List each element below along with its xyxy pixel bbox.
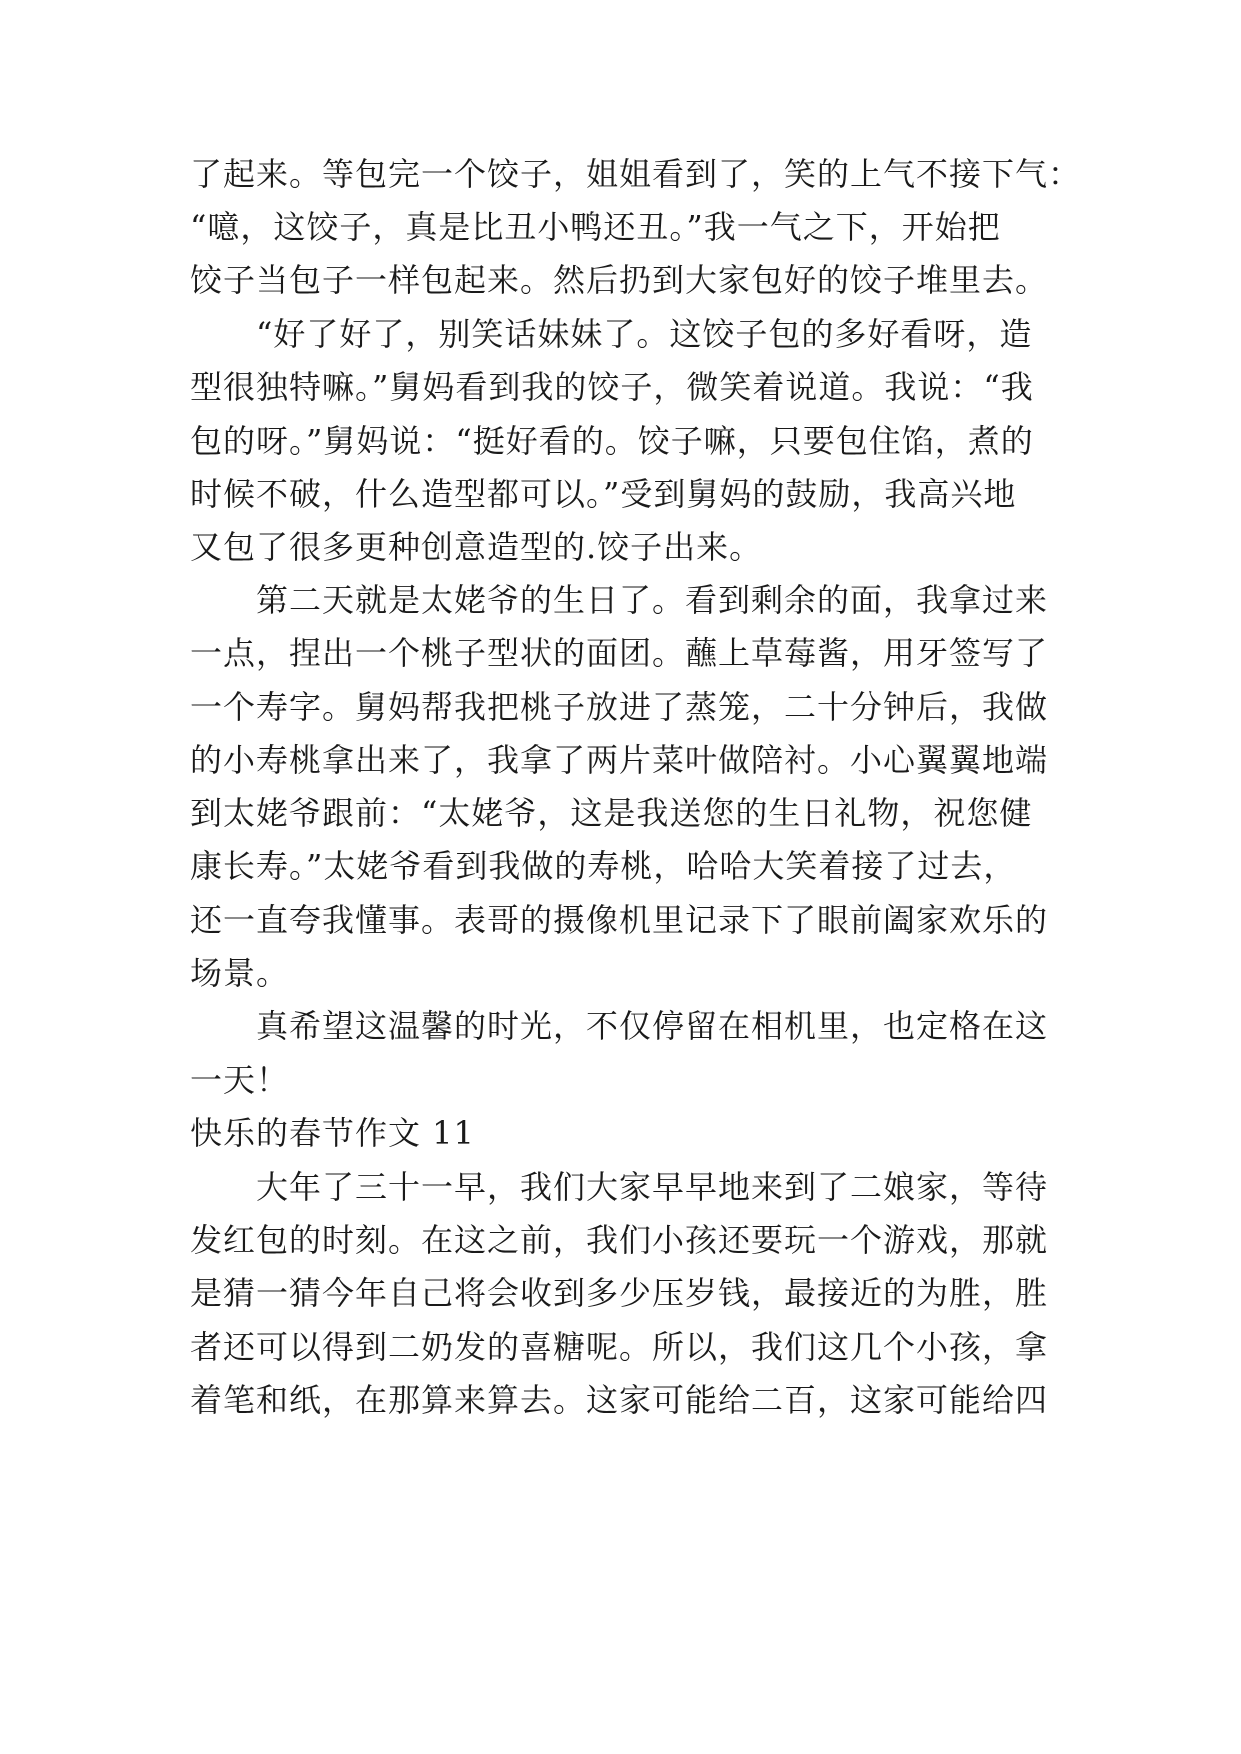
- text-line: 还一直夸我懂事。表哥的摄像机里记录下了眼前阖家欢乐的: [190, 901, 1049, 939]
- text-line: 的小寿桃拿出来了，我拿了两片菜叶做陪衬。小心翼翼地端: [190, 741, 1049, 779]
- paragraph-start-line: 真希望这温馨的时光，不仅停留在相机里，也定格在这: [256, 1007, 1049, 1045]
- text-line: 了起来。等包完一个饺子，姐姐看到了，笑的上气不接下气：: [190, 155, 1082, 193]
- text-line: 一个寿字。舅妈帮我把桃子放进了蒸笼，二十分钟后，我做: [190, 688, 1049, 726]
- text-line: 又包了很多更种创意造型的.饺子出来。: [190, 528, 763, 566]
- paragraph-start-line: “好了好了，别笑话妹妹了。这饺子包的多好看呀，造: [256, 315, 1033, 353]
- text-line: 康长寿。”太姥爷看到我做的寿桃，哈哈大笑着接了过去，: [190, 847, 1017, 885]
- text-line: 场景。: [190, 954, 290, 992]
- text-line: “噫，这饺子，真是比丑小鸭还丑。”我一气之下，开始把: [190, 208, 1001, 246]
- text-line: 型很独特嘛。”舅妈看到我的饺子，微笑着说道。我说：“我: [190, 368, 1034, 406]
- paragraph-start-line: 第二天就是太姥爷的生日了。看到剩余的面，我拿过来: [256, 581, 1049, 619]
- text-line: 时候不破，什么造型都可以。”受到舅妈的鼓励，我高兴地: [190, 475, 1017, 513]
- text-line: 一点，捏出一个桃子型状的面团。蘸上草莓酱，用牙签写了: [190, 634, 1049, 672]
- text-line: 者还可以得到二奶发的喜糖呢。所以，我们这几个小孩，拿: [190, 1328, 1049, 1366]
- text-line: 包的呀。”舅妈说：“挺好看的。饺子嘛，只要包住馅，煮的: [190, 422, 1034, 460]
- text-line: 到太姥爷跟前：“太姥爷，这是我送您的生日礼物，祝您健: [190, 794, 1033, 832]
- text-line: 着笔和纸，在那算来算去。这家可能给二百，这家可能给四: [190, 1381, 1049, 1419]
- text-line: 是猜一猜今年自己将会收到多少压岁钱，最接近的为胜，胜: [190, 1274, 1049, 1312]
- text-line: 饺子当包子一样包起来。然后扔到大家包好的饺子堆里去。: [190, 261, 1049, 299]
- paragraph-start-line: 大年了三十一早，我们大家早早地来到了二娘家，等待: [256, 1168, 1049, 1206]
- text-line: 一天！: [190, 1061, 290, 1099]
- section-heading: 快乐的春节作文 11: [190, 1114, 475, 1152]
- text-line: 发红包的时刻。在这之前，我们小孩还要玩一个游戏，那就: [190, 1221, 1049, 1259]
